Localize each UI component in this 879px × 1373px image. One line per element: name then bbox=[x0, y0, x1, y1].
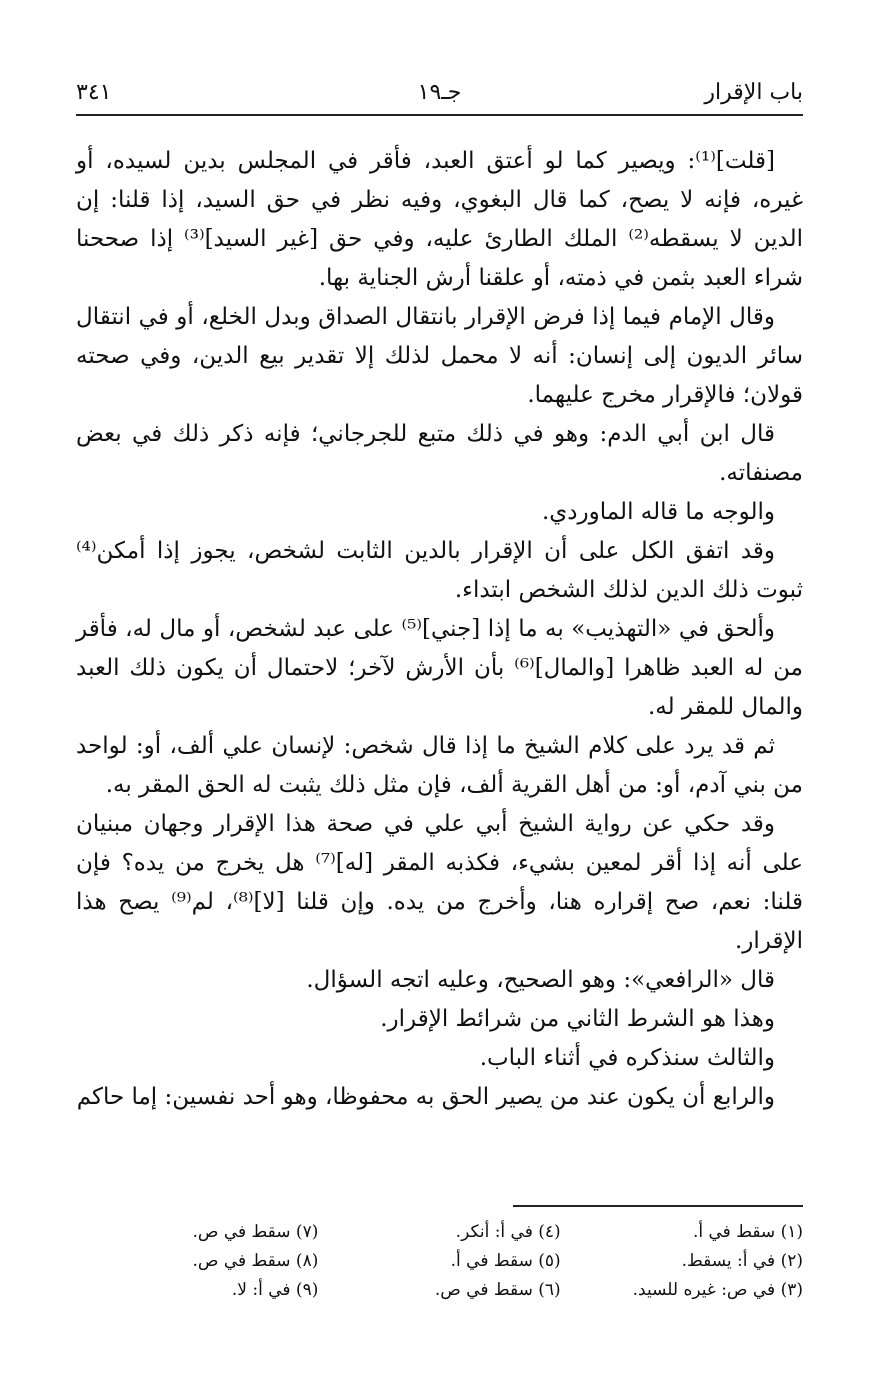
footnote: (٣) في ص: غيره للسيد. bbox=[632, 1280, 803, 1300]
paragraph: وقال الإمام فيما إذا فرض الإقرار بانتقال الصداق وبدل الخلع، أو في انتقال سائر الديون إلى إنسان: أنه لا محمل لذلك إلا تقدير بيع الدين، وفي صحته قولان؛ فالإقرار مخرج عليهما. bbox=[76, 304, 803, 408]
paragraph: والثالث سنذكره في أثناء الباب. bbox=[479, 1045, 775, 1071]
paragraph: وهذا هو الشرط الثاني من شرائط الإقرار. bbox=[380, 1006, 775, 1032]
running-header bbox=[76, 74, 803, 116]
volume-label: جـ١٩ bbox=[417, 80, 462, 105]
footnote: (١) سقط في أ. bbox=[692, 1222, 803, 1242]
paragraph: والرابع أن يكون عند من يصير الحق به محفوظا، وهو أحد نفسين: إما حاكم bbox=[76, 1084, 775, 1110]
footnote: (٥) سقط في أ. bbox=[450, 1251, 561, 1271]
footnote-column bbox=[561, 1218, 803, 1305]
footnote: (٤) في أ: أنكر. bbox=[455, 1222, 561, 1242]
paragraph: ثم قد يرد على كلام الشيخ ما إذا قال شخص: لإنسان علي ألف، أو: لواحد من بني آدم، أو: من أهل القرية ألف، فإن مثل ذلك يثبت له الحق المقر به. bbox=[76, 733, 803, 798]
footnote-column bbox=[76, 1218, 318, 1305]
footnotes bbox=[76, 1218, 803, 1305]
footnote-column bbox=[318, 1218, 560, 1305]
paragraph: وقد حكي عن رواية الشيخ أبي علي في صحة هذا الإقرار وجهان مبنيان على أنه إذا أقر لمعين بشيء، فكذبه المقر [له]⁽⁷⁾ هل يخرج من يده؟ فإن قلنا: نعم، صح إقراره هنا، وأخرج من يده. وإن قلنا [لا]⁽⁸⁾، لم⁽⁹⁾ يصح هذا الإقرار. bbox=[76, 811, 803, 954]
paragraph: والوجه ما قاله الماوردي. bbox=[541, 499, 775, 525]
paragraph: قال «الرافعي»: وهو الصحيح، وعليه اتجه السؤال. bbox=[306, 967, 775, 993]
chapter-title: باب الإقرار bbox=[704, 80, 803, 105]
footnote: (٩) في أ: لا. bbox=[231, 1280, 319, 1300]
paragraph: [قلت]⁽¹⁾: ويصير كما لو أعتق العبد، فأقر في المجلس بدين لسيده، أو غيره، فإنه لا يصح، كما قال البغوي، وفيه نظر في حق السيد، إذا قلنا: إن الدين لا يسقطه⁽²⁾ الملك الطارئ عليه، وفي حق [غير السيد]⁽³⁾ إذا صححنا شراء العبد بثمن في ذمته، أو علقنا أرش الجناية بها. bbox=[76, 148, 803, 291]
footnote: (٧) سقط في ص. bbox=[192, 1222, 319, 1242]
footnote-divider bbox=[513, 1205, 803, 1207]
page-number: ٣٤١ bbox=[76, 80, 112, 105]
footnote: (٢) في أ: يسقط. bbox=[681, 1251, 803, 1271]
paragraph: قال ابن أبي الدم: وهو في ذلك متبع للجرجاني؛ فإنه ذكر ذلك في بعض مصنفاته. bbox=[76, 421, 803, 486]
footnote: (٦) سقط في ص. bbox=[434, 1280, 561, 1300]
paragraph: وقد اتفق الكل على أن الإقرار بالدين الثابت لشخص، يجوز إذا أمكن⁽⁴⁾ ثبوت ذلك الدين لذلك الشخص ابتداء. bbox=[76, 538, 803, 603]
paragraph: وألحق في «التهذيب» به ما إذا [جني]⁽⁵⁾ على عبد لشخص، أو مال له، فأقر من له العبد ظاهرا [والمال]⁽⁶⁾ بأن الأرش لآخر؛ لاحتمال أن يكون ذلك العبد والمال للمقر له. bbox=[76, 616, 803, 720]
footnote: (٨) سقط في ص. bbox=[192, 1251, 319, 1271]
main-text bbox=[76, 142, 803, 1117]
